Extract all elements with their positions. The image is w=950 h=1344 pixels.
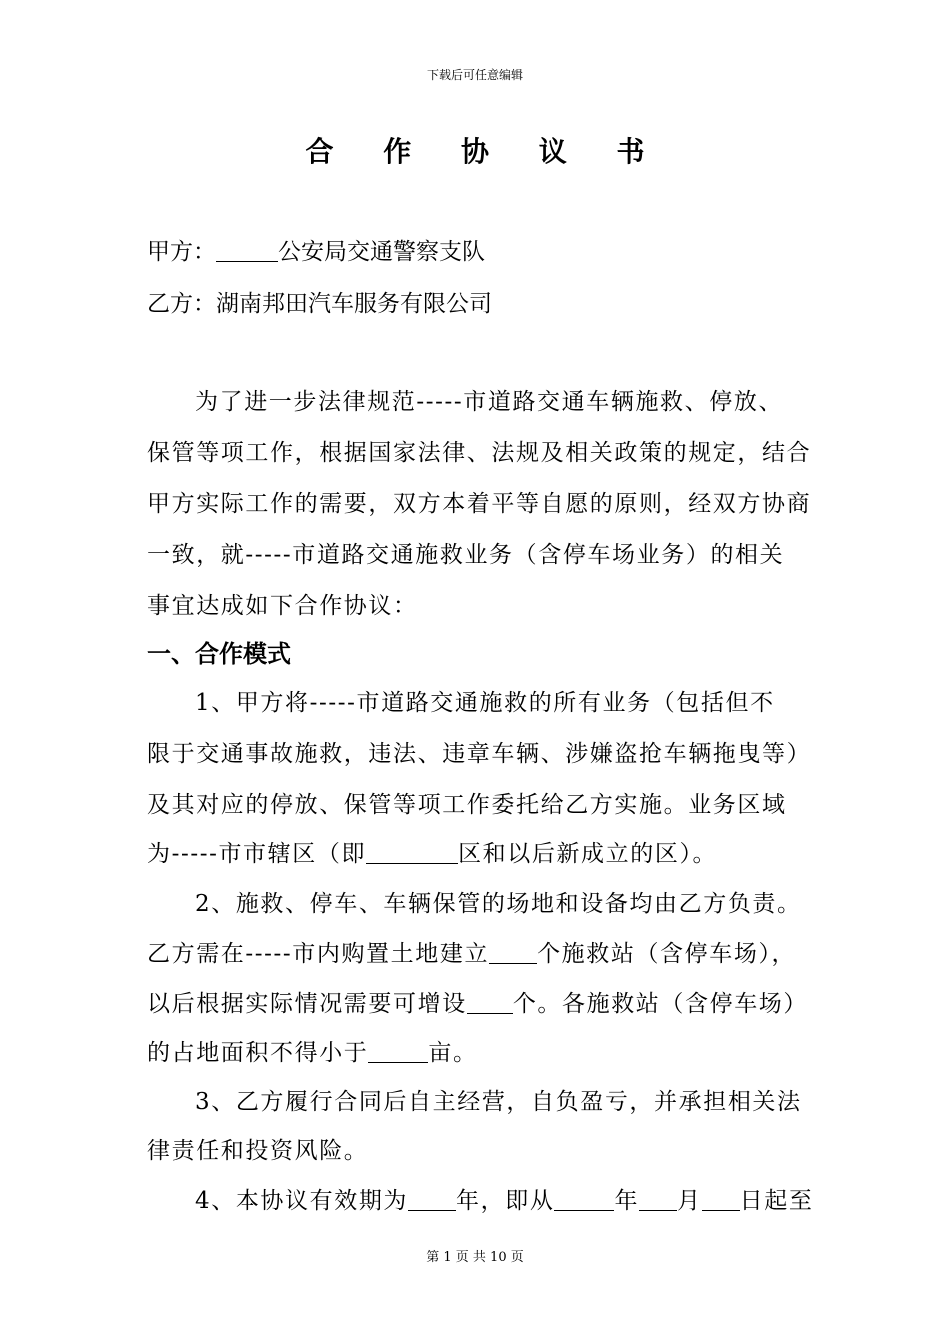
clause-2-text: 以后根据实际情况需要可增设 — [147, 991, 467, 1017]
party-a-name: 公安局交通警察支队 — [278, 239, 485, 265]
clause-2-text: 个。各施救站（含停车场） — [512, 991, 809, 1017]
party-a — [147, 233, 485, 266]
clause-2-line: 2、施救、停车、车辆保管的场地和设备均由乙方负责。 — [195, 891, 802, 917]
clause-1-text: 为-----市市辖区（即 — [147, 841, 367, 867]
clause-2-text: 乙方需在-----市内购置土地建立 — [147, 941, 490, 967]
party-b-name: 湖南邦田汽车服务有限公司 — [216, 291, 492, 317]
clause-4-text: 年，即从 — [456, 1188, 555, 1214]
intro-line: 甲方实际工作的需要，双方本着平等自愿的原则，经双方协商 — [147, 491, 812, 517]
header-note: 下载后可任意编辑 — [426, 68, 523, 82]
clause-1-line — [147, 835, 837, 868]
blank-line — [467, 990, 513, 1014]
clause-4-text: 月 — [677, 1188, 702, 1214]
clause-3-line: 律责任和投资风险。 — [147, 1138, 369, 1164]
party-b-label: 乙方： — [147, 291, 216, 317]
blank-line — [408, 1187, 456, 1211]
intro-line: 一致，就-----市道路交通施救业务（含停车场业务）的相关 — [147, 542, 785, 568]
section-heading: 一、合作模式 — [147, 639, 291, 668]
clause-2-line — [147, 1034, 837, 1067]
intro-line: 事宜达成如下合作协议： — [147, 593, 418, 619]
clause-4-text: 4、本协议有效期为 — [195, 1188, 409, 1214]
blank-line — [554, 1187, 614, 1211]
intro-line: 保管等项工作，根据国家法律、法规及相关政策的规定，结合 — [147, 440, 812, 466]
clause-1-line: 1、甲方将-----市道路交通施救的所有业务（包括但不 — [195, 690, 775, 716]
blank-line — [216, 238, 278, 262]
clause-2-text: 亩。 — [428, 1040, 478, 1066]
party-b — [147, 285, 492, 318]
clause-2-text: 的占地面积不得小于 — [147, 1040, 369, 1066]
clause-4-text: 日起至 — [739, 1188, 814, 1214]
party-a-label: 甲方： — [147, 239, 216, 265]
clause-4-text: 年 — [614, 1188, 640, 1214]
clause-3-line: 3、乙方履行合同后自主经营，自负盈亏，并承担相关法 — [195, 1089, 802, 1115]
page-footer: 第 1 页 共 10 页 — [426, 1250, 524, 1265]
blank-line — [702, 1187, 740, 1211]
clause-1-line: 及其对应的停放、保管等项工作委托给乙方实施。业务区域 — [147, 792, 787, 818]
blank-line — [366, 840, 458, 864]
clause-2-line — [147, 985, 837, 1018]
clause-1-line: 限于交通事故施救，违法、违章车辆、涉嫌盗抢车辆拖曳等） — [147, 741, 812, 767]
intro-line: 为了进一步法律规范-----市道路交通车辆施救、停放、 — [195, 389, 784, 415]
clause-2-line — [147, 935, 837, 968]
document-title: 合 作 协 议 书 — [305, 135, 665, 168]
blank-line — [489, 940, 537, 964]
clause-4-line — [195, 1182, 885, 1215]
clause-2-text: 个施救站（含停车场）， — [537, 941, 797, 967]
blank-line — [639, 1187, 677, 1211]
clause-1-text: 区和以后新成立的区）。 — [458, 841, 718, 867]
blank-line — [368, 1039, 428, 1063]
